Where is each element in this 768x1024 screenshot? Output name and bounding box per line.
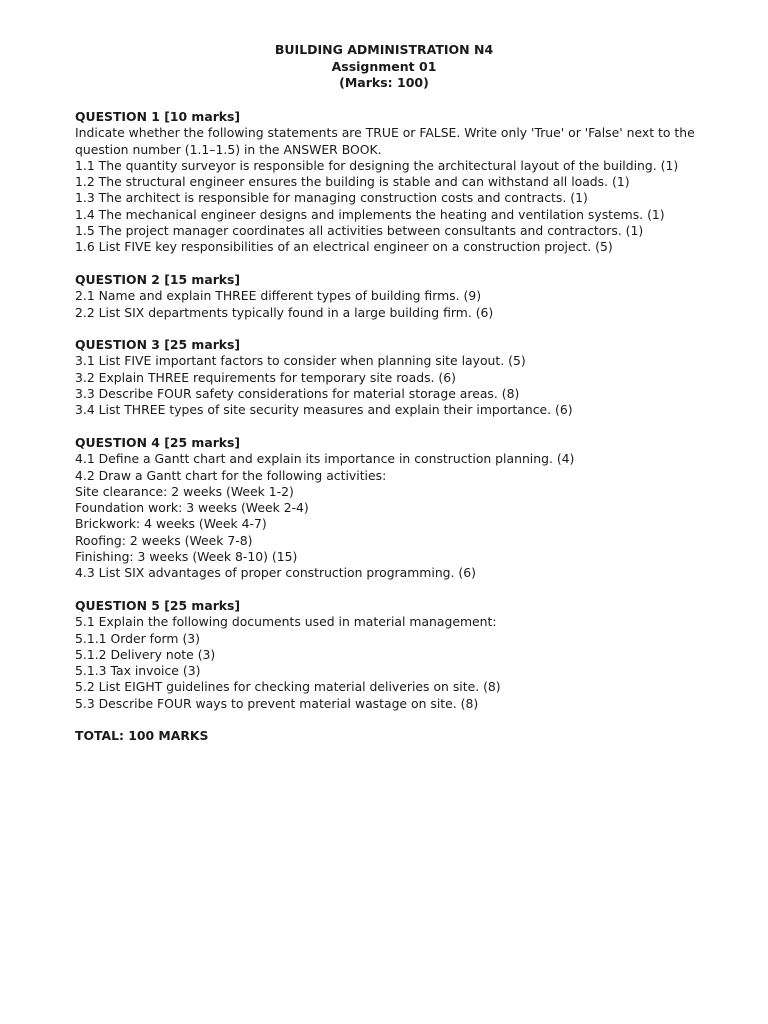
question-subitem: 5.1.2 Delivery note (3) <box>75 646 216 662</box>
question-item: 1.6 List FIVE key responsibilities of an electrical engineer on a construction project. (5) <box>75 239 613 255</box>
question-item: 4.3 List SIX advantages of proper construction programming. (6) <box>75 565 476 581</box>
question-1-instruction: Indicate whether the following statements are TRUE or FALSE. Write only 'True' or 'False' next to the question number (1.1–1.5) in the ANSWER BOOK. <box>75 125 695 157</box>
gantt-activity: Finishing: 3 weeks (Week 8-10) (15) <box>75 549 298 565</box>
document-title: BUILDING ADMINISTRATION N4 <box>274 42 494 57</box>
question-item: 5.2 List EIGHT guidelines for checking material deliveries on site. (8) <box>75 679 501 695</box>
question-item: 3.2 Explain THREE requirements for temporary site roads. (6) <box>75 369 456 385</box>
question-item: 5.3 Describe FOUR ways to prevent material wastage on site. (8) <box>75 695 479 711</box>
question-3-heading: QUESTION 3 [25 marks] <box>75 337 241 353</box>
question-2-heading: QUESTION 2 [15 marks] <box>75 271 241 287</box>
question-item: 1.3 The architect is responsible for managing construction costs and contracts. (1) <box>75 190 588 206</box>
question-5-heading: QUESTION 5 [25 marks] <box>75 597 241 613</box>
assignment-label: Assignment 01 <box>331 58 437 74</box>
question-3 <box>75 337 715 418</box>
gantt-activity: Foundation work: 3 weeks (Week 2-4) <box>75 500 309 516</box>
question-item: 1.5 The project manager coordinates all activities between consultants and contractors. (1) <box>75 223 644 239</box>
question-item: 1.4 The mechanical engineer designs and implements the heating and ventilation systems. (1) <box>75 206 665 222</box>
question-2 <box>75 272 715 321</box>
document-header <box>0 42 768 92</box>
question-item: 1.1 The quantity surveyor is responsible for designing the architectural layout of the building. (1) <box>75 157 679 173</box>
marks-label: (Marks: 100) <box>339 75 429 90</box>
question-4-heading: QUESTION 4 [25 marks] <box>75 434 241 450</box>
question-1-heading: QUESTION 1 [10 marks] <box>75 109 241 124</box>
gantt-activity: Roofing: 2 weeks (Week 7-8) <box>75 532 253 548</box>
question-subitem: 5.1.1 Order form (3) <box>75 630 200 646</box>
question-item: 2.1 Name and explain THREE different types of building firms. (9) <box>75 288 482 304</box>
total-marks: TOTAL: 100 MARKS <box>75 728 209 744</box>
question-item: 2.2 List SIX departments typically found in a large building firm. (6) <box>75 304 494 320</box>
question-item: 1.2 The structural engineer ensures the building is stable and can withstand all loads. (1) <box>75 174 630 190</box>
question-item: 3.4 List THREE types of site security measures and explain their importance. (6) <box>75 402 573 418</box>
question-item: 3.1 List FIVE important factors to consider when planning site layout. (5) <box>75 353 526 369</box>
question-5 <box>75 598 715 712</box>
question-1 <box>75 109 715 256</box>
document-body <box>75 109 715 745</box>
gantt-activity: Site clearance: 2 weeks (Week 1-2) <box>75 483 294 499</box>
question-subitem: 5.1.3 Tax invoice (3) <box>75 663 201 679</box>
question-item: 4.1 Define a Gantt chart and explain its importance in construction planning. (4) <box>75 451 575 467</box>
question-item: 3.3 Describe FOUR safety considerations for material storage areas. (8) <box>75 386 520 402</box>
question-item: 5.1 Explain the following documents used in material management: <box>75 614 497 630</box>
gantt-activity: Brickwork: 4 weeks (Week 4-7) <box>75 516 267 532</box>
question-item: 4.2 Draw a Gantt chart for the following activities: <box>75 467 387 483</box>
question-4 <box>75 435 715 582</box>
